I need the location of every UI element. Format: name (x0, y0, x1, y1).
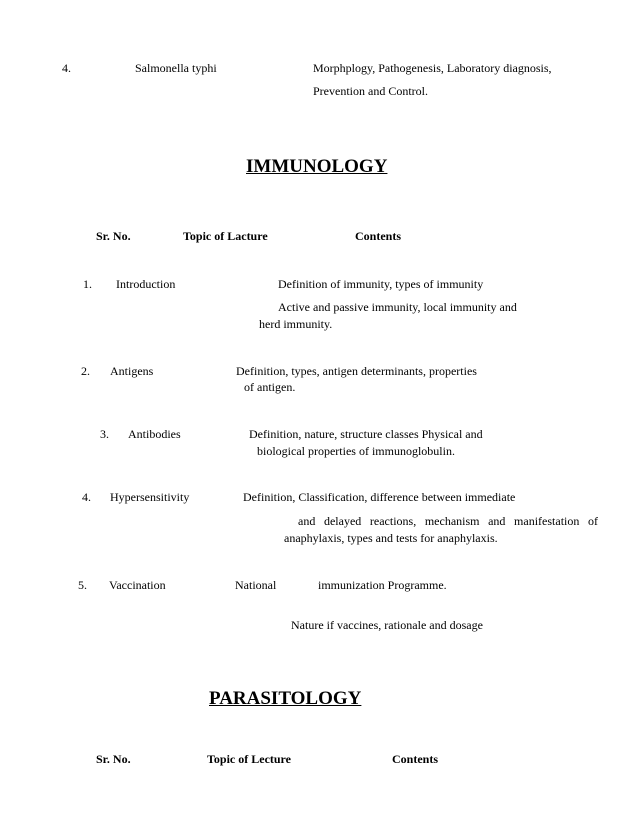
row-topic: Antigens (110, 364, 154, 378)
row-contents-line: Nature if vaccines, rationale and dosage (291, 618, 483, 632)
row-contents-line: anaphylaxis, types and tests for anaphylaxis. (284, 531, 498, 545)
row-contents-line: National (235, 578, 277, 592)
header-contents: Contents (392, 752, 439, 766)
row-sr-no: 3. (100, 427, 109, 441)
row-topic: Salmonella typhi (135, 61, 217, 75)
row-sr-no: 5. (78, 578, 87, 592)
row-sr-no: 2. (81, 364, 90, 378)
row-topic: Introduction (116, 277, 176, 291)
header-topic: Topic of Lecture (207, 752, 291, 766)
row-contents-line: Definition, nature, structure classes Physical and (249, 427, 483, 441)
header-sr-no: Sr. No. (96, 229, 131, 243)
row-topic: Hypersensitivity (110, 490, 190, 504)
section-heading-immunology: IMMUNOLOGY (246, 156, 388, 177)
row-contents-line: Definition of immunity, types of immunity (278, 277, 484, 291)
row-contents-line: herd immunity. (259, 317, 333, 331)
row-topic: Antibodies (128, 427, 181, 441)
row-contents-line: Prevention and Control. (313, 84, 428, 98)
row-topic: Vaccination (109, 578, 166, 592)
row-sr-no: 1. (83, 277, 92, 291)
row-sr-no: 4. (82, 490, 91, 504)
row-contents-line: Definition, types, antigen determinants, properties (236, 364, 477, 378)
row-contents-line: and delayed reactions, mechanism and manifestation of (298, 514, 598, 528)
row-contents-line: biological properties of immunoglobulin. (257, 444, 455, 458)
row-sr-no: 4. (62, 61, 71, 75)
row-contents-line: Morphplogy, Pathogenesis, Laboratory diagnosis, (313, 61, 552, 75)
row-contents-line: Active and passive immunity, local immunity and (278, 300, 517, 314)
row-contents-line: immunization Programme. (318, 578, 447, 592)
section-heading-parasitology: PARASITOLOGY (209, 688, 362, 709)
header-contents: Contents (355, 229, 402, 243)
header-sr-no: Sr. No. (96, 752, 131, 766)
header-topic: Topic of Lacture (183, 229, 268, 243)
row-contents-line: Definition, Classification, difference between immediate (243, 490, 516, 504)
row-contents-line: of antigen. (244, 380, 296, 394)
